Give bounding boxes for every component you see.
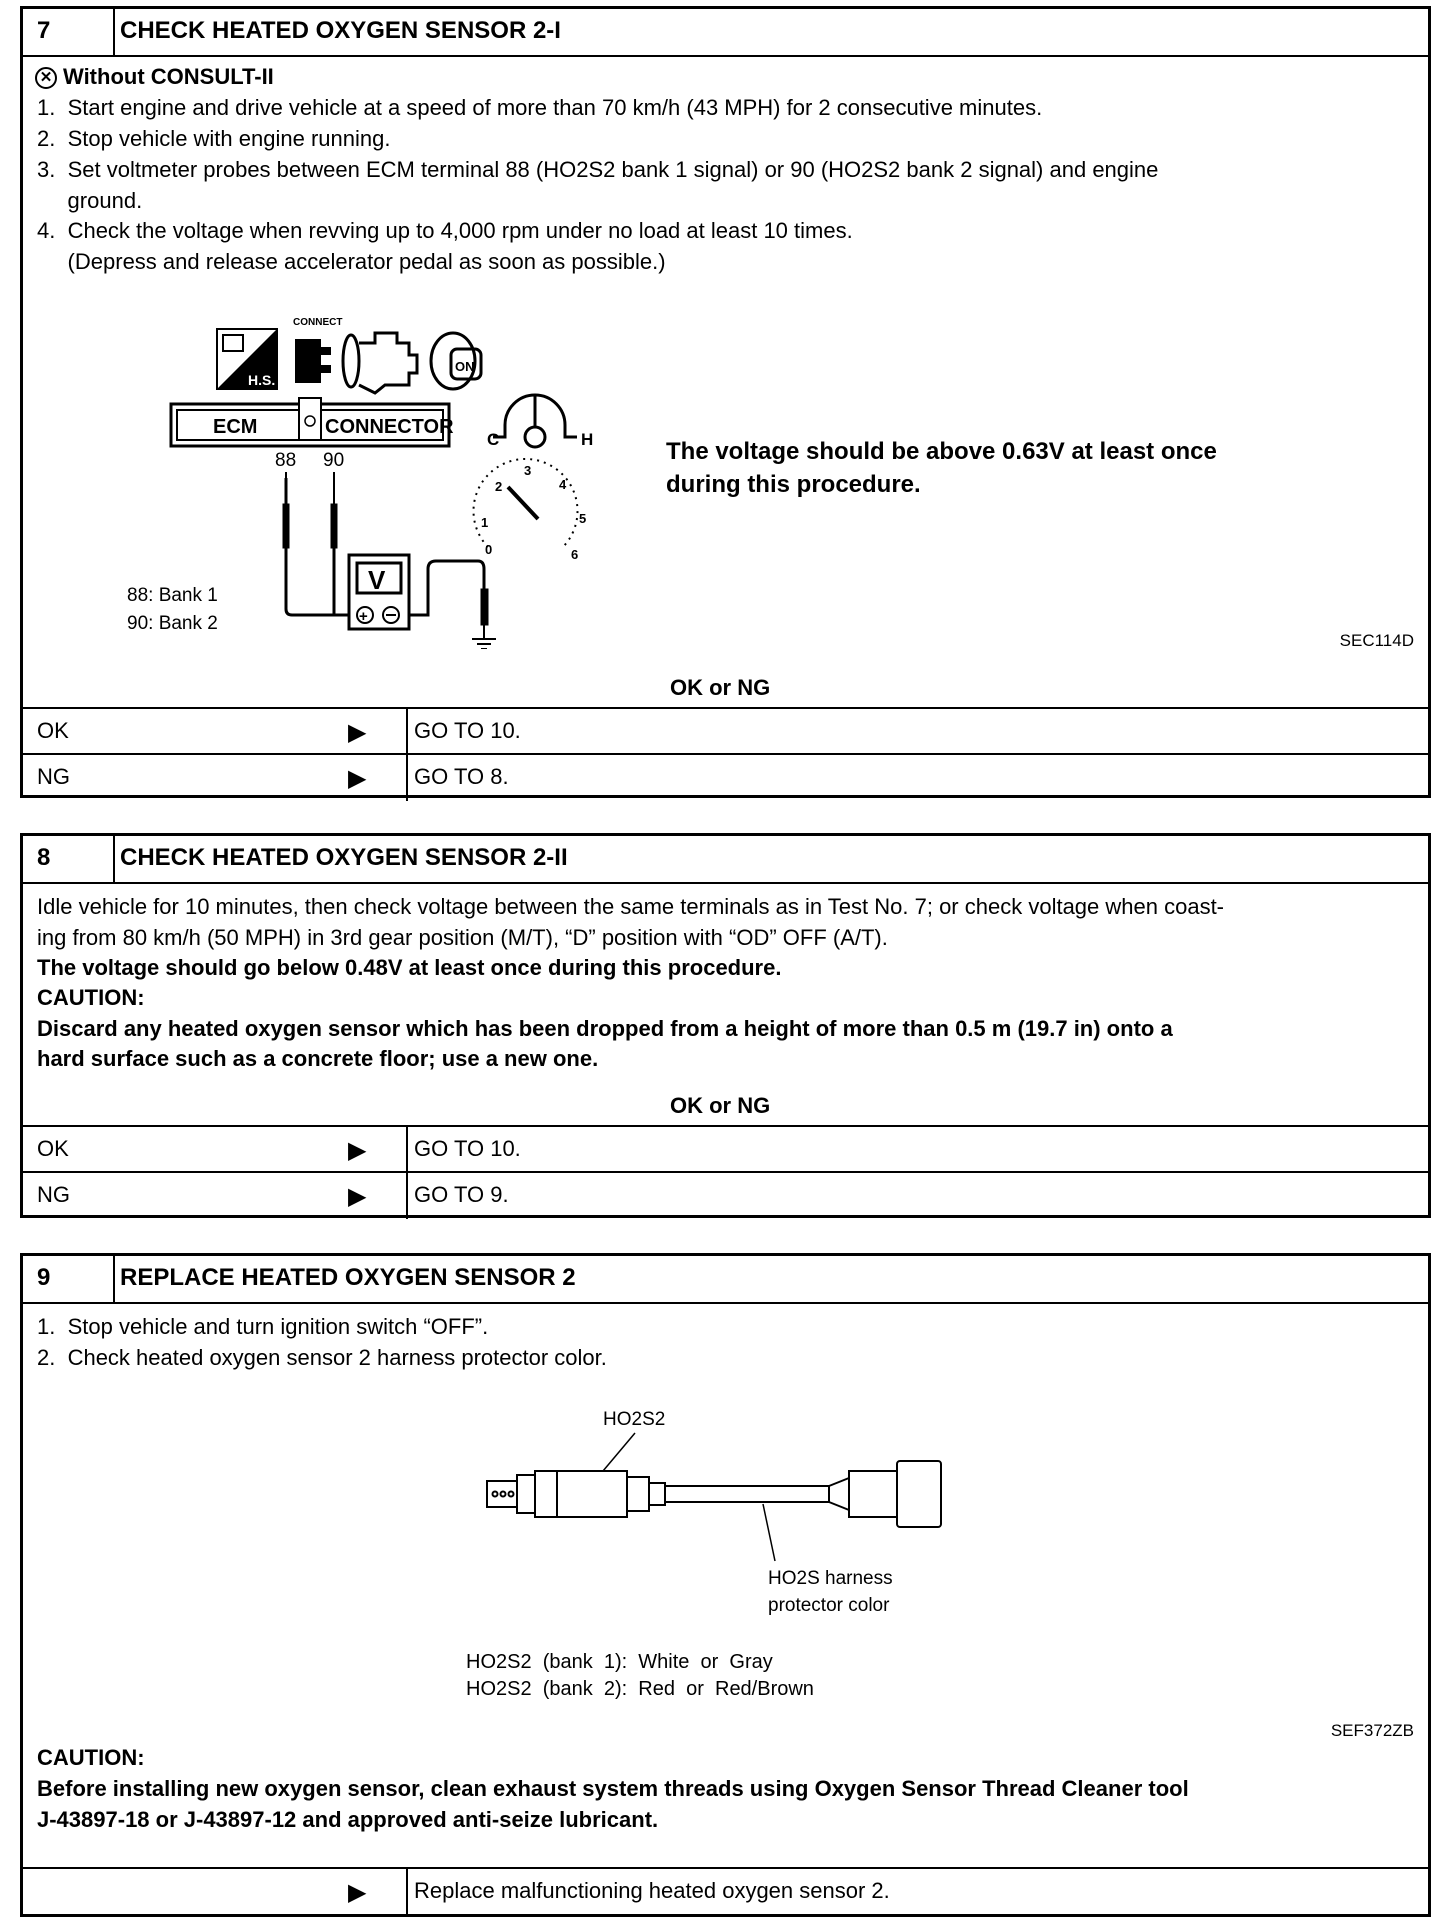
- svg-text:CONNECTOR: CONNECTOR: [325, 416, 454, 438]
- step-number: 8: [37, 844, 51, 871]
- step-title: CHECK HEATED OXYGEN SENSOR 2-I: [120, 17, 561, 44]
- result-action: GO TO 9.: [414, 1182, 509, 1207]
- oxygen-sensor-icon: [487, 1461, 941, 1527]
- svg-text:+: +: [359, 608, 368, 625]
- step-instruction: 1. Start engine and drive vehicle at a speed of more than 70 km/h (43 MPH) for 2 consecutive minutes.: [37, 95, 1043, 120]
- figure-code: SEC114D: [1339, 631, 1414, 650]
- engine-icon: [343, 333, 417, 393]
- divider: [406, 755, 408, 801]
- step-7-header: [23, 9, 1428, 57]
- step-8-box: [20, 833, 1431, 1218]
- svg-text:ON: ON: [455, 359, 475, 374]
- hot-soak-icon: [217, 329, 277, 389]
- step-instruction: (Depress and release accelerator pedal as soon as possible.): [37, 249, 666, 274]
- result-label: OK: [37, 1136, 69, 1161]
- voltmeter-icon: [349, 555, 409, 629]
- tachometer-icon: [473, 459, 586, 562]
- arrow-right-icon: ▶: [348, 1137, 367, 1164]
- svg-text:V: V: [368, 565, 386, 595]
- result-row: [23, 1867, 1428, 1915]
- svg-text:protector color: protector color: [768, 1595, 890, 1616]
- step-instruction: 4. Check the voltage when revving up to 4,000 rpm under no load at least 10 times.: [37, 218, 853, 243]
- svg-text:CONNECT: CONNECT: [293, 317, 343, 328]
- result-heading: OK or NG: [670, 675, 771, 700]
- step-instruction: 3. Set voltmeter probes between ECM terminal 88 (HO2S2 bank 1 signal) or 90 (HO2S2 bank 2 signal) and engine: [37, 157, 1159, 182]
- divider: [406, 1869, 408, 1915]
- step-instruction: ground.: [37, 188, 143, 213]
- caution-text: Before installing new oxygen sensor, clean exhaust system threads using Oxygen Sensor Thread Cleaner tool: [37, 1776, 1189, 1801]
- svg-text:H: H: [581, 430, 594, 449]
- arrow-right-icon: ▶: [348, 1183, 367, 1210]
- arrow-right-icon: ▶: [348, 765, 367, 792]
- result-heading: OK or NG: [670, 1093, 771, 1118]
- svg-text:3: 3: [524, 463, 532, 478]
- voltmeter-diagram: [83, 309, 623, 649]
- result-action: GO TO 8.: [414, 764, 509, 789]
- caution-label: CAUTION:: [37, 985, 145, 1010]
- caution-text: hard surface such as a concrete floor; use a new one.: [37, 1046, 599, 1071]
- result-row-ok: [23, 707, 1428, 755]
- instruction-text: ing from 80 km/h (50 MPH) in 3rd gear position (M/T), “D” position with “OD” OFF (A/T).: [37, 925, 888, 950]
- divider: [113, 1256, 115, 1302]
- step-8-header: [23, 836, 1428, 884]
- ecm-connector: [171, 398, 454, 446]
- ignition-on-icon: [431, 333, 481, 389]
- caution-label: CAUTION:: [37, 1745, 145, 1770]
- voltage-spec: The voltage should go below 0.48V at least once during this procedure.: [37, 955, 782, 980]
- temperature-gauge-icon: [493, 395, 577, 447]
- arrow-right-icon: ▶: [348, 719, 367, 746]
- svg-text:C: C: [487, 430, 500, 449]
- step-9-box: [20, 1253, 1431, 1917]
- divider: [406, 1173, 408, 1219]
- svg-text:ECM: ECM: [213, 416, 258, 438]
- result-row-ng: [23, 753, 1428, 801]
- bank-color-spec: HO2S2 (bank 2): Red or Red/Brown: [466, 1678, 814, 1700]
- result-row-ng: [23, 1171, 1428, 1219]
- svg-text:0: 0: [485, 542, 493, 557]
- divider: [406, 709, 408, 755]
- svg-text:6: 6: [571, 547, 579, 562]
- svg-text:1: 1: [481, 515, 489, 530]
- svg-text:5: 5: [579, 511, 587, 526]
- step-number: 7: [37, 17, 51, 44]
- svg-text:88: 88: [275, 450, 297, 471]
- no-consult-icon: ✕: [35, 67, 57, 89]
- instruction-text: Idle vehicle for 10 minutes, then check voltage between the same terminals as in Test No. 7; or check voltage when coast-: [37, 894, 1225, 919]
- caution-text: Discard any heated oxygen sensor which has been dropped from a height of more than 0.5 m (19.7 in) onto a: [37, 1016, 1173, 1041]
- arrow-right-icon: ▶: [348, 1879, 367, 1906]
- step-number: 9: [37, 1264, 51, 1291]
- svg-text:90: 90: [323, 450, 345, 471]
- result-action: GO TO 10.: [414, 1136, 521, 1161]
- result-row-ok: [23, 1125, 1428, 1173]
- bank-color-spec: HO2S2 (bank 1): White or Gray: [466, 1651, 773, 1673]
- figure-code: SEF372ZB: [1330, 1721, 1414, 1740]
- bank-legend: 90: Bank 2: [127, 613, 218, 634]
- result-action: GO TO 10.: [414, 718, 521, 743]
- step-instruction: 2. Check heated oxygen sensor 2 harness protector color.: [37, 1345, 607, 1370]
- connect-icon: [293, 317, 342, 383]
- result-label: NG: [37, 764, 70, 789]
- step-7-box: [20, 6, 1431, 798]
- result-label: NG: [37, 1182, 70, 1207]
- caution-text: J-43897-18 or J-43897-12 and approved anti-seize lubricant.: [37, 1807, 659, 1832]
- result-action: Replace malfunctioning heated oxygen sensor 2.: [414, 1878, 890, 1903]
- step-instruction: 2. Stop vehicle with engine running.: [37, 126, 391, 151]
- svg-text:2: 2: [495, 479, 503, 494]
- divider: [406, 1127, 408, 1173]
- step-title: CHECK HEATED OXYGEN SENSOR 2-II: [120, 844, 568, 871]
- svg-text:4: 4: [559, 477, 567, 492]
- bank-legend: 88: Bank 1: [127, 585, 218, 606]
- divider: [113, 9, 115, 55]
- svg-text:H.S.: H.S.: [248, 372, 276, 388]
- result-label: OK: [37, 718, 69, 743]
- svg-text:HO2S harness: HO2S harness: [768, 1568, 893, 1589]
- divider: [113, 836, 115, 882]
- voltage-spec: The voltage should be above 0.63V at least once: [666, 438, 1217, 465]
- step-9-header: [23, 1256, 1428, 1304]
- voltage-spec: during this procedure.: [666, 471, 921, 498]
- step-title: REPLACE HEATED OXYGEN SENSOR 2: [120, 1264, 576, 1291]
- svg-text:HO2S2: HO2S2: [603, 1409, 666, 1430]
- mode-label: Without CONSULT-II: [63, 64, 274, 89]
- step-instruction: 1. Stop vehicle and turn ignition switch “OFF”.: [37, 1314, 489, 1339]
